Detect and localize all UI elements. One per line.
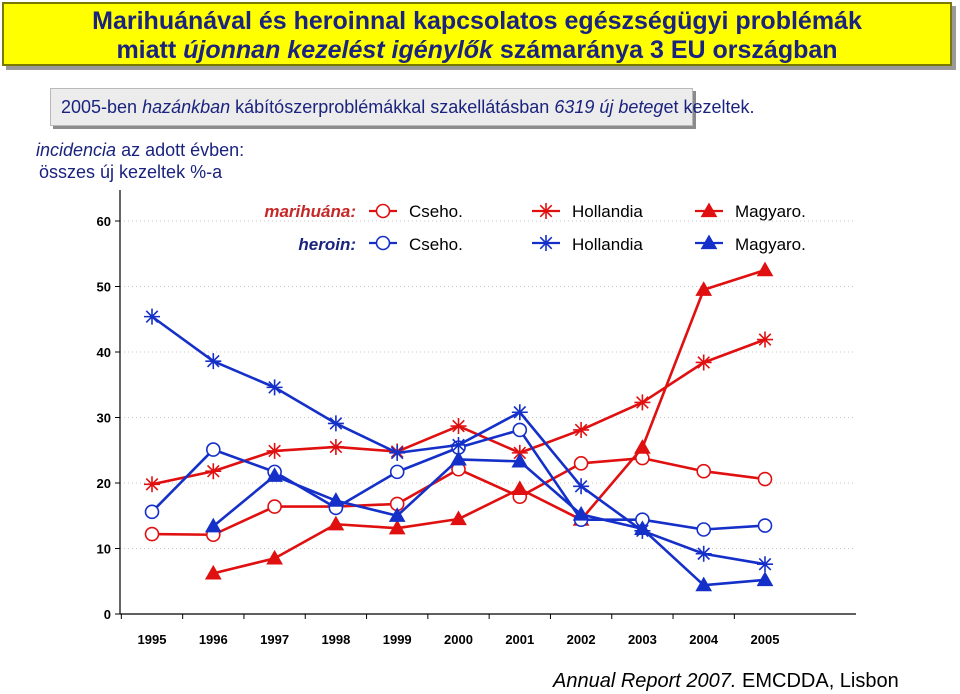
data-point bbox=[144, 476, 160, 492]
data-point bbox=[697, 523, 710, 536]
data-point bbox=[146, 528, 159, 541]
title-line-2-post: számaránya 3 EU országban bbox=[492, 36, 838, 64]
legend-heroin-czech: Cseho. bbox=[409, 235, 463, 254]
legend-heroin-hungary: Magyaro. bbox=[735, 235, 806, 254]
legend-heroin-label: heroin: bbox=[298, 235, 356, 254]
series-line bbox=[213, 459, 765, 585]
legend-swatch bbox=[532, 235, 560, 251]
title-line-1: Marihuánával és heroinnal kapcsolatos egészségügyi problémák bbox=[92, 7, 862, 35]
data-point bbox=[205, 353, 221, 369]
legend-swatch bbox=[695, 236, 723, 249]
y-axis-label-line-2: összes új kezeltek %-a bbox=[39, 162, 223, 182]
data-point bbox=[267, 379, 283, 395]
y-tick-label: 50 bbox=[96, 279, 111, 295]
x-tick-label: 1999 bbox=[382, 632, 412, 647]
data-point bbox=[391, 465, 404, 478]
source-rest: EMCDDA, Lisbon bbox=[736, 670, 899, 692]
legend-swatch-marker bbox=[538, 203, 554, 219]
source-note bbox=[553, 669, 899, 693]
title-line-2-italic: újonnan kezelést igénylők bbox=[183, 36, 493, 64]
legend-swatch-marker bbox=[538, 235, 554, 251]
y-tick-label: 20 bbox=[96, 476, 111, 491]
legend-swatch-marker bbox=[377, 237, 390, 250]
x-tick-label: 2004 bbox=[689, 632, 719, 647]
info-part-4: 6319 új beteg bbox=[554, 97, 664, 117]
data-point bbox=[328, 415, 344, 431]
data-point bbox=[267, 551, 282, 564]
info-part-5: et kezeltek. bbox=[663, 97, 755, 117]
legend-swatch bbox=[369, 205, 397, 218]
data-point bbox=[575, 457, 588, 470]
data-point bbox=[451, 418, 467, 434]
legend-marihuana-czech: Cseho. bbox=[409, 202, 463, 221]
data-point bbox=[758, 263, 773, 276]
x-tick-label: 2001 bbox=[505, 632, 535, 647]
series-marihuána-Magyaro. bbox=[206, 263, 773, 579]
x-tick-label: 2003 bbox=[627, 632, 657, 647]
data-point bbox=[573, 478, 589, 494]
y-axis-label-italic: incidencia bbox=[36, 140, 117, 160]
series-line bbox=[213, 270, 765, 573]
data-point bbox=[757, 332, 773, 348]
data-point bbox=[205, 463, 221, 479]
legend-marihuana-label: marihuána: bbox=[264, 202, 356, 221]
data-point bbox=[696, 546, 712, 562]
data-point bbox=[328, 439, 344, 455]
data-point bbox=[759, 473, 772, 486]
info-part-2: hazánkban bbox=[142, 97, 231, 117]
y-tick-label: 40 bbox=[96, 345, 111, 360]
grid-lines bbox=[120, 221, 856, 549]
data-point bbox=[697, 465, 710, 478]
data-point bbox=[757, 556, 773, 572]
data-point bbox=[635, 440, 650, 453]
y-tick-label: 60 bbox=[96, 214, 111, 229]
data-point bbox=[451, 512, 466, 525]
data-point bbox=[512, 404, 528, 420]
x-tick-label: 2000 bbox=[444, 632, 473, 647]
data-point bbox=[513, 423, 526, 436]
series-layer bbox=[144, 263, 773, 591]
legend-marihuana-hungary: Magyaro. bbox=[735, 202, 806, 221]
legend-marihuana-netherlands: Hollandia bbox=[572, 202, 643, 221]
legend-swatch bbox=[369, 237, 397, 250]
x-tick-label: 1997 bbox=[260, 632, 290, 647]
data-point bbox=[634, 394, 650, 410]
y-tick-label: 30 bbox=[96, 410, 111, 426]
info-part-1: 2005-ben bbox=[61, 97, 143, 117]
x-tick-label: 2005 bbox=[750, 632, 780, 647]
y-tick-label: 0 bbox=[103, 607, 111, 622]
data-point bbox=[268, 500, 281, 513]
legend-swatch bbox=[532, 203, 560, 219]
data-point bbox=[573, 422, 589, 438]
y-tick-label: 10 bbox=[96, 541, 111, 557]
info-part-3: kábítószerproblémákkal szakellátásban bbox=[230, 97, 555, 117]
x-tick-label: 1998 bbox=[321, 632, 351, 647]
x-tick-label: 2002 bbox=[566, 632, 596, 647]
data-point bbox=[451, 437, 467, 453]
data-point bbox=[146, 505, 159, 518]
data-point bbox=[389, 445, 405, 461]
x-tick-label: 1996 bbox=[198, 632, 228, 647]
y-axis-label-rest: az adott évben: bbox=[116, 140, 245, 160]
data-point bbox=[267, 443, 283, 459]
x-tick-label: 1995 bbox=[137, 632, 167, 647]
data-point bbox=[144, 309, 160, 325]
data-point bbox=[759, 519, 772, 532]
series-heroin-Magyaro. bbox=[206, 452, 773, 591]
data-point bbox=[696, 354, 712, 370]
series-heroin-Hollandia bbox=[144, 309, 773, 573]
data-point bbox=[512, 481, 527, 494]
source-italic: Annual Report 2007. bbox=[553, 670, 737, 692]
legend-heroin-netherlands: Hollandia bbox=[572, 235, 643, 254]
title-line-2-pre: miatt bbox=[116, 36, 184, 64]
legend-swatch-marker bbox=[377, 205, 390, 218]
data-point bbox=[758, 572, 773, 585]
legend bbox=[264, 202, 806, 254]
data-point bbox=[207, 443, 220, 456]
legend-swatch bbox=[695, 204, 723, 217]
